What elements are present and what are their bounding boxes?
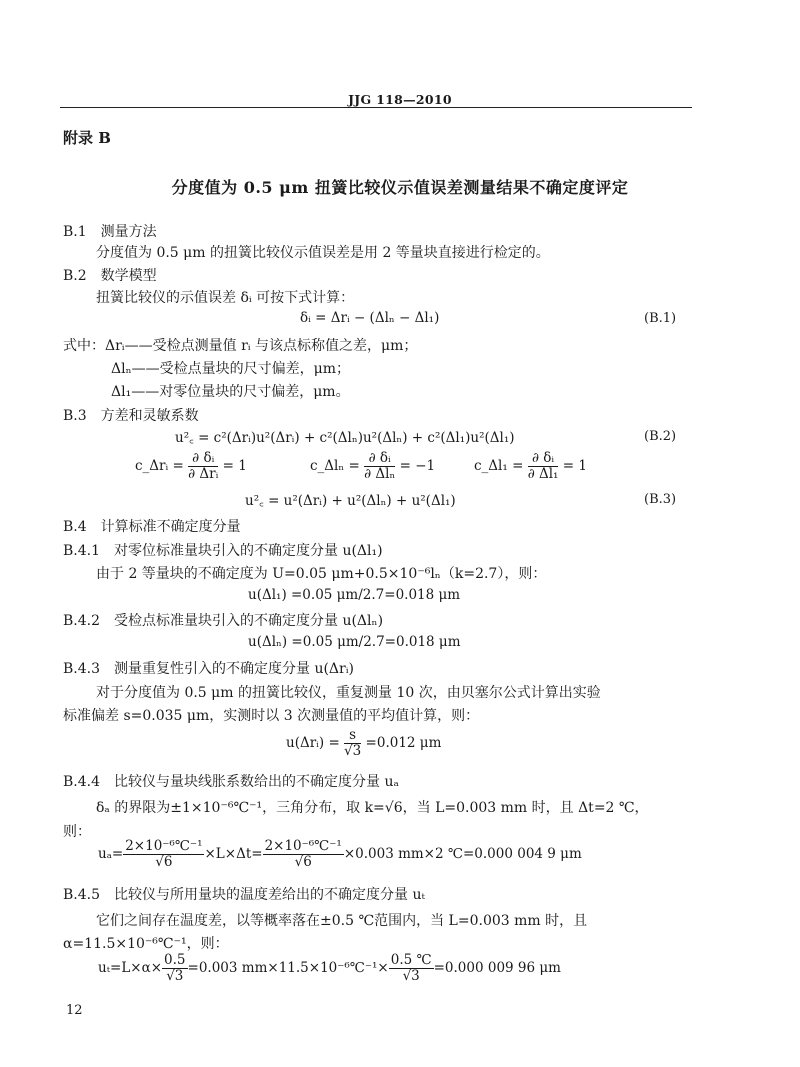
equation-b3: u²꜀ = u²(Δrᵢ) + u²(Δlₙ) + u²(Δl₁) bbox=[245, 493, 456, 509]
section-b45-text-2: α=11.5×10⁻⁶℃⁻¹，则： bbox=[63, 936, 229, 952]
b45-part-a: uₜ=L×α× bbox=[98, 960, 163, 976]
b44-part-a: uₐ= bbox=[98, 846, 124, 862]
coef2-denominator: ∂ Δlₙ bbox=[364, 466, 396, 482]
b45-part-c: =0.000 009 96 μm bbox=[433, 960, 561, 976]
coef3-fraction bbox=[528, 451, 559, 482]
equation-number-b2: (B.2) bbox=[644, 429, 677, 444]
coef2-lhs: c_Δlₙ = bbox=[310, 458, 360, 474]
coef3-numerator: ∂ δᵢ bbox=[528, 451, 559, 467]
coef3-rhs: = 1 bbox=[562, 458, 587, 474]
equation-b44 bbox=[98, 839, 582, 870]
section-b44-heading: B.4.4 比较仪与量块线胀系数给出的不确定度分量 uₐ bbox=[63, 774, 399, 790]
b45-numerator-1: 0.5 bbox=[164, 952, 186, 968]
section-b43-heading: B.4.3 测量重复性引入的不确定度分量 u(Δrᵢ) bbox=[63, 661, 355, 677]
section-b3-heading: B.3 方差和灵敏系数 bbox=[63, 408, 199, 424]
section-b45-text-1: 它们之间存在温度差，以等概率落在±0.5 ℃范围内，当 L=0.003 mm 时，且 bbox=[96, 913, 588, 929]
b45-numerator-2: 0.5 ℃ bbox=[390, 952, 432, 968]
b43-denominator: √3 bbox=[344, 743, 362, 759]
coef1-numerator: ∂ δᵢ bbox=[188, 451, 218, 467]
equation-b1: δᵢ = Δrᵢ − (Δlₙ − Δl₁) bbox=[300, 310, 440, 326]
b43-rhs: =0.012 μm bbox=[365, 735, 442, 751]
coef2-fraction bbox=[364, 451, 395, 482]
section-b44-text-1: δₐ 的界限为±1×10⁻⁶℃⁻¹，三角分布，取 k=√6，当 L=0.003 mm 时，且 Δt=2 ℃， bbox=[96, 800, 649, 816]
section-b42-heading: B.4.2 受检点标准量块引入的不确定度分量 u(Δlₙ) bbox=[63, 613, 384, 629]
section-b41-heading: B.4.1 对零位标准量块引入的不确定度分量 u(Δl₁) bbox=[63, 543, 383, 559]
section-b45-heading: B.4.5 比较仪与所用量块的温度差给出的不确定度分量 uₜ bbox=[63, 887, 425, 903]
section-b43-text-1: 对于分度值为 0.5 μm 的扭簧比较仪，重复测量 10 次，由贝塞尔公式计算出实验 bbox=[96, 685, 601, 701]
b44-denominator-1: √6 bbox=[155, 854, 173, 870]
coef1-lhs: c_Δrᵢ = bbox=[135, 458, 184, 474]
coef2-numerator: ∂ δᵢ bbox=[364, 451, 395, 467]
coef3-denominator: ∂ Δl₁ bbox=[527, 466, 559, 482]
coef1-denominator: ∂ Δrᵢ bbox=[188, 466, 219, 482]
equation-number-b1: (B.1) bbox=[644, 311, 677, 326]
where-clause-3: Δl₁——对零位量块的尺寸偏差，μm。 bbox=[111, 384, 350, 400]
section-b41-text: 由于 2 等量块的不确定度为 U=0.05 μm+0.5×10⁻⁶lₙ（k=2.7），则： bbox=[96, 566, 547, 582]
b45-denominator-2: √3 bbox=[402, 968, 420, 984]
sensitivity-coefficient-1 bbox=[135, 451, 247, 482]
equation-b43 bbox=[286, 728, 441, 759]
b45-denominator-1: √3 bbox=[166, 968, 184, 984]
b44-part-c: ×0.003 mm×2 ℃=0.000 004 9 μm bbox=[343, 846, 582, 862]
coef1-rhs: = 1 bbox=[222, 458, 247, 474]
b45-fraction-2 bbox=[389, 953, 434, 984]
coef3-lhs: c_Δl₁ = bbox=[474, 458, 524, 474]
b45-fraction-1 bbox=[162, 953, 187, 984]
b44-denominator-2: √6 bbox=[294, 854, 312, 870]
sensitivity-coefficient-2 bbox=[310, 451, 435, 482]
b44-numerator-2: 2×10⁻⁶℃⁻¹ bbox=[264, 838, 342, 854]
equation-b2: u²꜀ = c²(Δrᵢ)u²(Δrᵢ) + c²(Δlₙ)u²(Δlₙ) + c²(Δl₁)u²(Δl₁) bbox=[175, 430, 515, 446]
section-b2-text: 扭簧比较仪的示值误差 δᵢ 可按下式计算： bbox=[96, 290, 355, 306]
section-b2-heading: B.2 数学模型 bbox=[63, 268, 157, 284]
section-b1-text: 分度值为 0.5 μm 的扭簧比较仪示值误差是用 2 等量块直接进行检定的。 bbox=[96, 245, 550, 261]
b43-lhs: u(Δrᵢ) = bbox=[286, 735, 340, 751]
appendix-label: 附录 B bbox=[63, 129, 111, 147]
equation-b45 bbox=[98, 953, 561, 984]
header-rule bbox=[60, 107, 692, 108]
section-b4-heading: B.4 计算标准不确定度分量 bbox=[63, 519, 241, 535]
section-b44-text-2: 则： bbox=[63, 824, 91, 840]
where-clause-2: Δlₙ——受检点量块的尺寸偏差，μm； bbox=[111, 361, 351, 377]
equation-b41: u(Δl₁) =0.05 μm/2.7=0.018 μm bbox=[248, 587, 461, 603]
section-b43-text-2: 标准偏差 s=0.035 μm，实测时以 3 次测量值的平均值计算，则： bbox=[63, 708, 480, 724]
b43-fraction bbox=[344, 728, 361, 759]
equation-b42: u(Δlₙ) =0.05 μm/2.7=0.018 μm bbox=[248, 634, 461, 650]
coef2-rhs: = −1 bbox=[399, 458, 436, 474]
b44-fraction-2 bbox=[263, 839, 344, 870]
document-title: 分度值为 0.5 μm 扭簧比较仪示值误差测量结果不确定度评定 bbox=[171, 178, 629, 197]
page-header: JJG 118—2010 bbox=[348, 92, 452, 107]
b45-part-b: =0.003 mm×11.5×10⁻⁶℃⁻¹× bbox=[187, 960, 389, 976]
b44-numerator-1: 2×10⁻⁶℃⁻¹ bbox=[125, 838, 203, 854]
sensitivity-coefficient-3 bbox=[474, 451, 587, 482]
equation-number-b3: (B.3) bbox=[644, 492, 677, 507]
section-b1-heading: B.1 测量方法 bbox=[63, 224, 157, 240]
coef1-fraction bbox=[188, 451, 218, 482]
b44-fraction-1 bbox=[123, 839, 204, 870]
where-clause-1: 式中：Δrᵢ——受检点测量值 rᵢ 与该点标称值之差，μm； bbox=[63, 338, 418, 354]
b44-part-b: ×L×Δt= bbox=[204, 846, 263, 862]
b43-numerator: s bbox=[344, 728, 361, 744]
page-number: 12 bbox=[66, 1003, 83, 1018]
